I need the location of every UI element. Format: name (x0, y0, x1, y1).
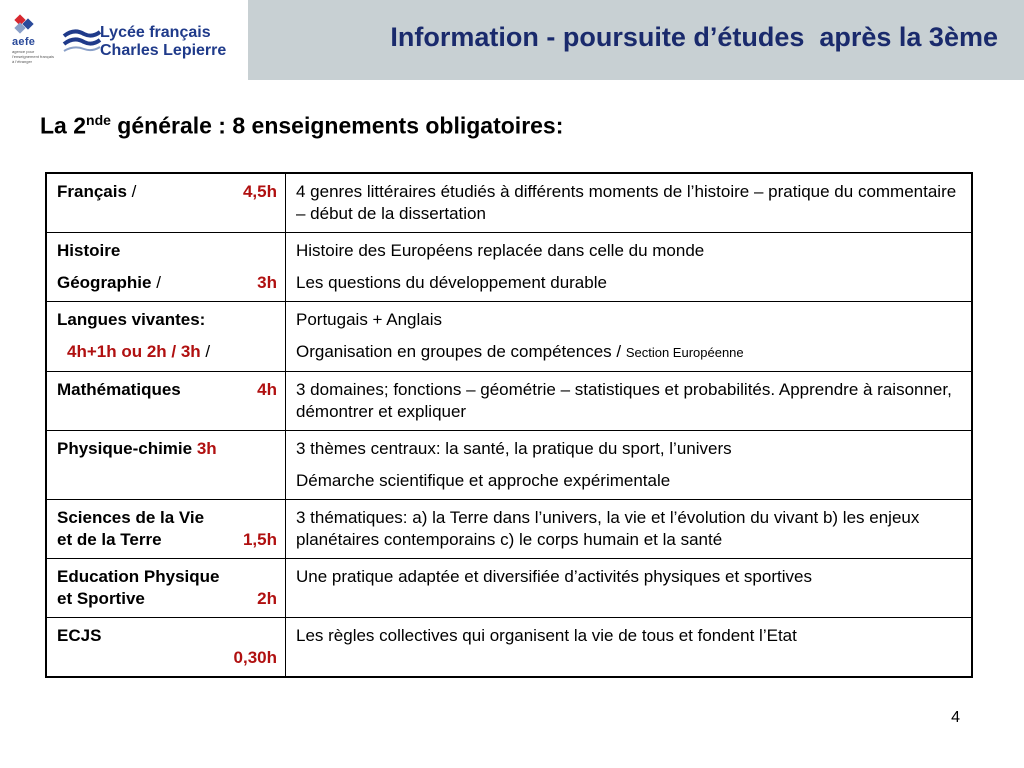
subject-name-line2: et de la Terre (57, 530, 162, 549)
description-line: 3 thématiques: a) la Terre dans l’univers, la vie et l’évolution du vivant b) les enjeux planétaires contemporains c) le corps humain et la santé (296, 508, 920, 549)
subject-cell (46, 431, 286, 500)
description-line: Une pratique adaptée et diversifiée d’activités physiques et sportives (296, 567, 812, 586)
description-cell (286, 302, 973, 372)
lycee-name-line1: Lycée français (100, 24, 211, 41)
description-line: 4 genres littéraires étudiés à différents moments de l’histoire – pratique du commentaire – début de la dissertation (296, 182, 957, 223)
table-row (46, 302, 972, 372)
description-cell (286, 618, 973, 678)
aefe-emblem-icon (12, 14, 56, 36)
subtitle-suffix: générale : 8 enseignements obligatoires: (110, 112, 564, 139)
subject-name-line1: Education Physique (57, 567, 220, 586)
subject-name: Langues vivantes: (57, 310, 206, 329)
description-note: Section Européenne (625, 345, 744, 360)
subject-cell (46, 618, 286, 678)
subtitle-prefix: La 2 (40, 112, 87, 139)
subject-cell (46, 233, 286, 302)
subject-name: Mathématiques (57, 380, 181, 399)
description-line: 3 domaines; fonctions – géométrie – statistiques et probabilités. Apprendre à raisonner, démontrer et expliquer (296, 380, 952, 421)
lycee-name-line2: Charles Lepierre (100, 42, 227, 59)
description-line: Organisation en groupes de compétences / (296, 342, 626, 361)
subject-separator: / (200, 342, 211, 361)
description-cell (286, 559, 973, 618)
subject-name: Physique-chimie (57, 439, 193, 458)
aefe-wordmark: aefe (12, 36, 36, 48)
subject-separator: / (126, 182, 137, 201)
table-row (46, 431, 972, 500)
description-line: 3 thèmes centraux: la santé, la pratique du sport, l’univers (296, 439, 732, 458)
hours-value: 4h (257, 380, 277, 399)
section-subtitle (40, 112, 563, 140)
subject-name: Français (57, 182, 127, 201)
table-row (46, 173, 972, 233)
header-bar (248, 0, 1024, 80)
subject-name-line2: Géographie (57, 273, 152, 292)
table-row (46, 559, 972, 618)
description-line: Les règles collectives qui organisent la vie de tous et fondent l’Etat (296, 626, 797, 645)
description-cell (286, 431, 973, 500)
hours-value: 3h (196, 439, 217, 458)
subject-name: ECJS (57, 626, 102, 645)
aefe-logo (12, 14, 56, 70)
description-line: Les questions du développement durable (296, 273, 607, 292)
subject-name-line1: Sciences de la Vie (57, 508, 205, 527)
subject-cell (46, 173, 286, 233)
description-line: Démarche scientifique et approche expérimentale (296, 471, 671, 490)
subject-cell (46, 372, 286, 431)
description-cell (286, 233, 973, 302)
page-number: 4 (951, 709, 960, 726)
table-row (46, 372, 972, 431)
hours-value: 2h (257, 589, 277, 608)
hours-value: 4h+1h ou 2h / 3h (67, 342, 201, 361)
description-line: Portugais + Anglais (296, 310, 443, 329)
hours-value: 3h (257, 273, 277, 292)
subject-cell (46, 500, 286, 559)
description-line: Histoire des Européens replacée dans celle du monde (296, 241, 705, 260)
table-row (46, 233, 972, 302)
subject-name-line1: Histoire (57, 241, 121, 260)
description-cell (286, 372, 973, 431)
table-row (46, 618, 972, 678)
subject-cell (46, 302, 286, 372)
table-row (46, 500, 972, 559)
page-title: Information - poursuite d’études après la 3ème (390, 22, 998, 52)
subject-name-line2: et Sportive (57, 589, 145, 608)
aefe-tagline: agence pour l’enseignement français à l’étranger (12, 49, 55, 64)
logo-area (0, 0, 248, 80)
hours-value: 4,5h (242, 182, 277, 201)
description-cell (286, 500, 973, 559)
description-cell (286, 173, 973, 233)
subtitle-superscript: nde (86, 112, 111, 128)
hours-value: 1,5h (242, 530, 277, 549)
subject-separator: / (151, 273, 161, 292)
subject-cell (46, 559, 286, 618)
subjects-table (45, 172, 973, 678)
hours-value: 0,30h (233, 648, 277, 667)
lycee-emblem-icon (62, 26, 102, 54)
